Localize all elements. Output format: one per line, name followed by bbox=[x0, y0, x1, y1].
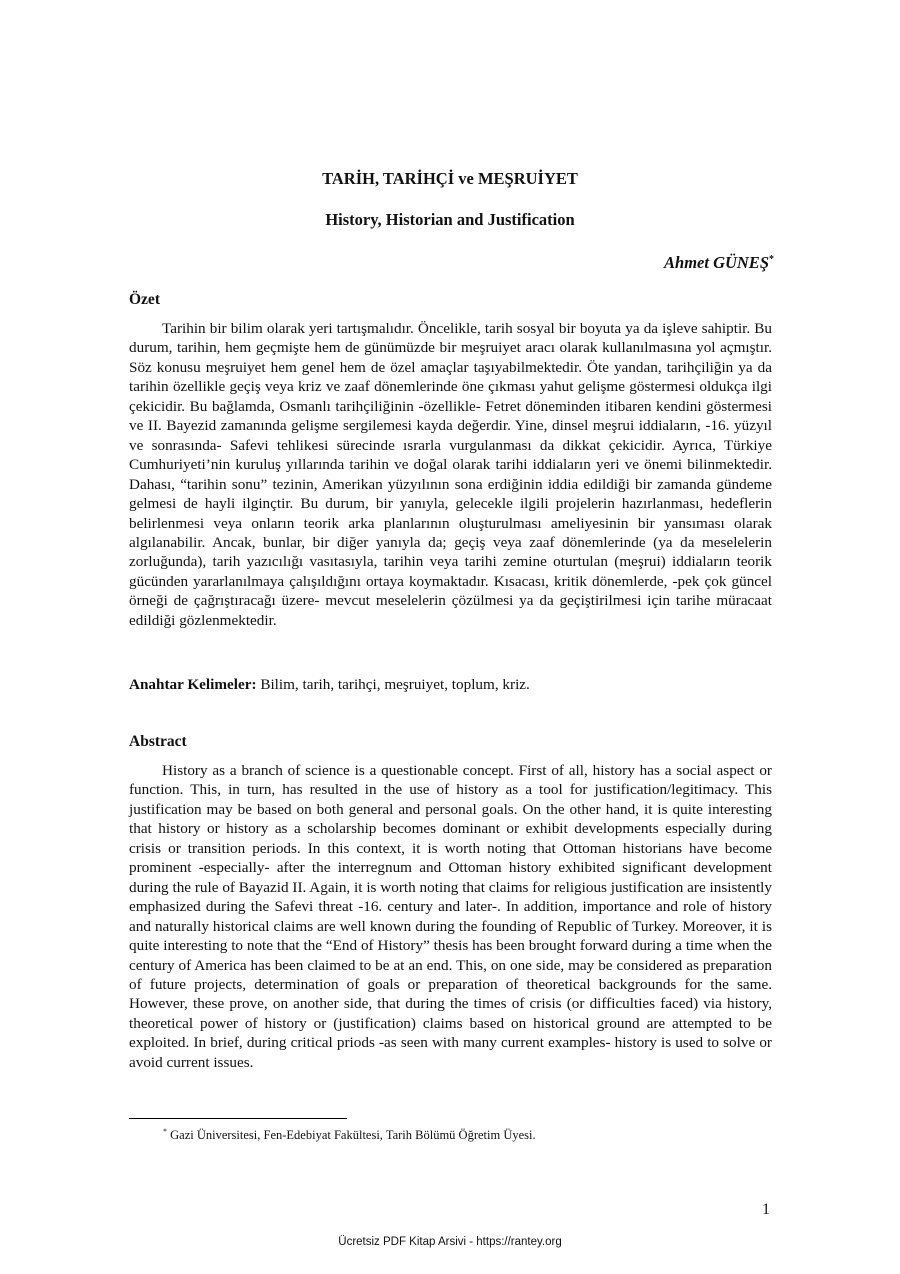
paper-title: TARİH, TARİHÇİ ve MEŞRUİYET bbox=[322, 169, 578, 188]
watermark-text: Ücretsiz PDF Kitap Arsivi - https://rantey.org bbox=[338, 1236, 562, 1248]
author-footnote-marker[interactable]: * bbox=[769, 254, 774, 265]
footnote-text: Gazi Üniversitesi, Fen-Edebiyat Fakültesi, Tarih Bölümü Öğretim Üyesi. bbox=[170, 1128, 536, 1142]
ozet-paragraph: Tarihin bir bilim olarak yeri tartışmalıdır. Öncelikle, tarih sosyal bir boyuta ya da işleve sahiptir. Bu durum, tarihin, hem geçmişte hem de günümüzde bir meşruiyet aracı olarak kullanılmasına yol açmıştır. Söz konusu meşruiyet hem genel hem de özel amaçlar taşıyabilmektedir. Öte yandan, tarihçiliğin ya da tarihin özellikle geçiş veya kriz ve zaaf dönemlerinde öne çıkması yahut gelişme göstermesi oldukça ilgi çekicidir. Bu bağlamda, Osmanlı tarihçiliğinin -özellikle- Fetret döneminden itibaren kendini göstermesi ve II. Bayezid zamanında gelişme sergilemesi kayda değerdir. Yine, dinsel meşrui iddiaların, -16. yüzyıl ve sonrasında- Safevi tehlikesi sürecinde ısrarla vurgulanması da dikkat çekicidir. Ayrıca, Türkiye Cumhuriyeti’nin kuruluş yıllarında tarihin ve doğal olarak tarihi iddiaların yeri ve önemi bilinmektedir. Dahası, “tarihin sonu” tezinin, Amerikan yüzyılının sona erdiğinin iddia edildiği bir zamanda gündeme gelmesi de hayli ilginçtir. Bu durum, bir yanıyla, gelecekle ilgili projelerin hazırlanması, hedeflerin belirlenmesi veya onların teorik arka planlarının oluşturulması ameliyesinin bir yansıması olarak algılanabilir. Ancak, bunlar, bir diğer yanıyla da; geçiş veya zaaf dönemlerinde (ya da meselelerin zorluğunda), tarih yazıcılığı vasıtasıyla, tarihin veya tarihi zemine oturtulan (meşrui) iddiaların teorik gücünden yararlanılmaya çalışıldığını ortaya koymaktadır. Kısacası, kritik dönemlerde, -pek çok güncel örneği de çağrıştıracağı üzere- mevcut meselelerin çözülmesi ya da geçiştirilmesi için tarihe müracaat edildiği gözlenmektedir. bbox=[129, 320, 772, 629]
footnote-separator bbox=[129, 1118, 347, 1119]
keywords-text: Bilim, tarih, tarihçi, meşruiyet, toplum, kriz. bbox=[260, 676, 530, 693]
footnote-marker: * bbox=[163, 1127, 167, 1136]
keywords-line bbox=[129, 676, 530, 694]
page-number: 1 bbox=[762, 1201, 770, 1218]
author-line bbox=[664, 253, 774, 273]
ozet-heading: Özet bbox=[129, 291, 160, 308]
abstract-heading: Abstract bbox=[129, 733, 187, 750]
paper-subtitle: History, Historian and Justification bbox=[325, 210, 575, 229]
keywords-label: Anahtar Kelimeler: bbox=[129, 676, 257, 693]
abstract-paragraph: History as a branch of science is a questionable concept. First of all, history has a social aspect or function. This, in turn, has resulted in the use of history as a tool for justification/legitimacy. This justification may be based on both general and personal goals. On the other hand, it is quite interesting that history or history as a scholarship becomes dominant or exhibit developments especially during crisis or transition periods. In this context, it is worth noting that Ottoman historians have become prominent -especially- after the interregnum and Ottoman history exhibited significant development during the rule of Bayazid II. Again, it is worth noting that claims for religious justification are insistently emphasized during the Safevi threat -16. century and later-. In addition, importance and role of history and naturally historical claims are well known during the founding of Republic of Turkey. Moreover, it is quite interesting to note that the “End of History” thesis has been brought forward during a time when the century of America has been claimed to be at an end. This, on one side, may be considered as preparation of future projects, determination of goals or preparation of theoretical backgrounds for the same. However, these prove, on another side, that during the times of crisis (or difficulties faced) via history, theoretical power of history or (justification) claims based on historical ground are attempted to be exploited. In brief, during critical priods -as seen with many current examples- history is used to solve or avoid current issues. bbox=[129, 762, 772, 1071]
footnote bbox=[163, 1127, 536, 1143]
author-name: Ahmet GÜNEŞ bbox=[664, 253, 769, 272]
